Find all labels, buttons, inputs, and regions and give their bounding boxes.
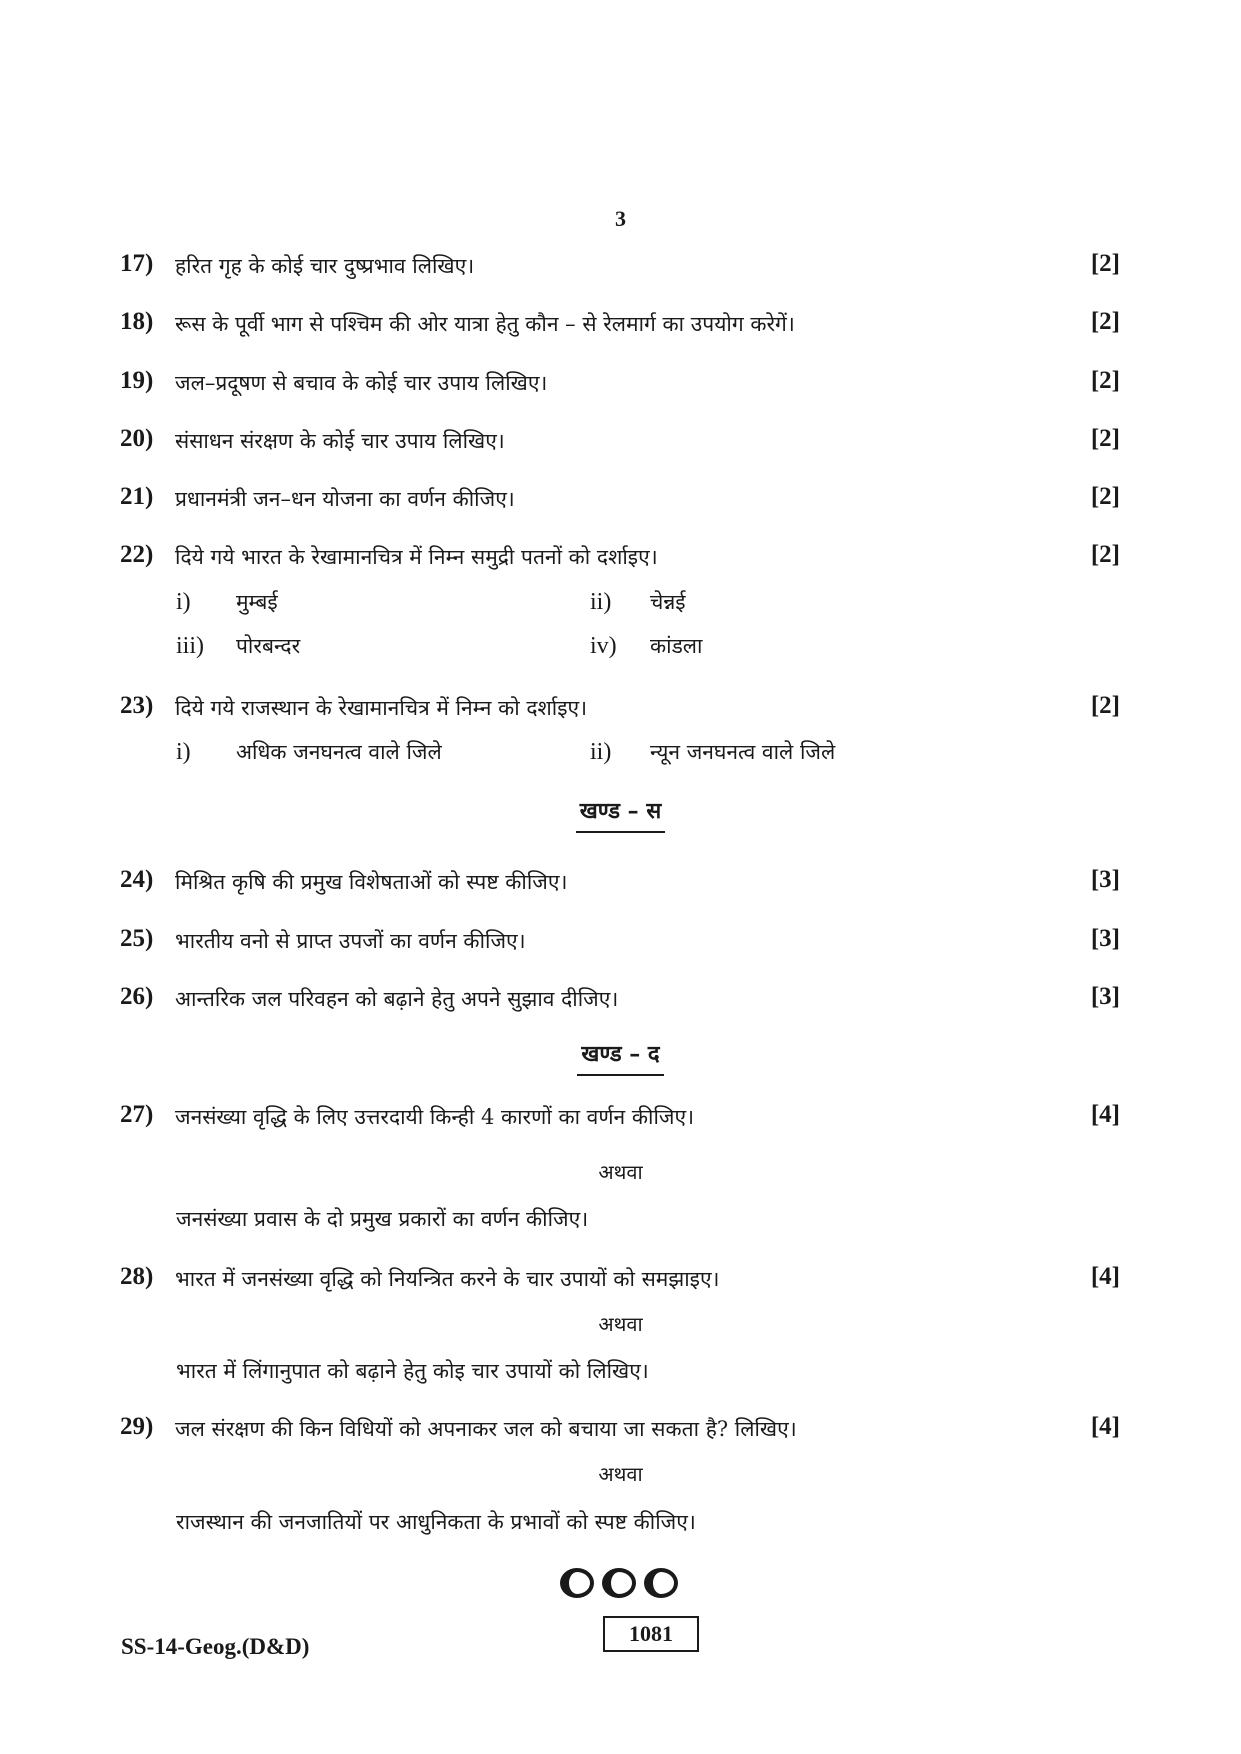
option-text: कांडला [650, 634, 703, 658]
question-number: 22) [120, 541, 154, 568]
option-roman: ii) [590, 739, 612, 765]
question-29 [120, 1413, 1120, 1453]
booklet-number-box: 1081 [603, 1616, 699, 1652]
question-marks: [2] [1090, 367, 1120, 394]
question-19 [120, 367, 1120, 407]
option-text: अधिक जनघनत्व वाले जिले [236, 740, 442, 764]
question-number: 23) [120, 692, 154, 719]
question-text: दिये गये भारत के रेखामानचित्र में निम्न समुद्री पतनों को दर्शाइए। [175, 545, 658, 569]
question-marks: [3] [1090, 983, 1120, 1010]
question-23 [120, 692, 1120, 732]
question-20 [120, 425, 1120, 465]
question-22 [120, 541, 1120, 581]
circle-icon [602, 1568, 636, 1598]
question-number: 29) [120, 1413, 154, 1440]
question-text: मिश्रित कृषि की प्रमुख विशेषताओं को स्पष्ट कीजिए। [175, 870, 568, 894]
alternate-question: भारत में लिंगानुपात को बढ़ाने हेतु कोइ चार उपायों को लिखिए। [176, 1359, 649, 1383]
question-text: प्रधानमंत्री जन–धन योजना का वर्णन कीजिए। [175, 487, 515, 511]
question-text: जल संरक्षण की किन विधियों को अपनाकर जल को बचाया जा सकता है? लिखिए। [175, 1417, 797, 1441]
question-marks: [4] [1090, 1263, 1120, 1290]
question-18 [120, 308, 1120, 348]
section-heading-d [0, 1038, 1241, 1076]
question-text: आन्तरिक जल परिवहन को बढ़ाने हेतु अपने सुझाव दीजिए। [175, 987, 619, 1011]
alternate-question: जनसंख्या प्रवास के दो प्रमुख प्रकारों का वर्णन कीजिए। [176, 1207, 589, 1231]
question-number: 24) [120, 866, 154, 893]
end-of-paper-circles [560, 1568, 690, 1604]
circle-icon [560, 1568, 594, 1598]
question-number: 18) [120, 308, 154, 335]
option-item [590, 632, 702, 660]
option-text: पोरबन्दर [236, 634, 301, 658]
question-text: भारत में जनसंख्या वृद्धि को नियन्त्रित करने के चार उपायों को समझाइए। [175, 1267, 720, 1291]
or-label: अथवा [598, 1462, 643, 1486]
question-number: 27) [120, 1101, 154, 1128]
question-marks: [2] [1090, 541, 1120, 568]
question-marks: [2] [1090, 483, 1120, 510]
question-marks: [2] [1090, 425, 1120, 452]
question-text: रूस के पूर्वी भाग से पश्चिम की ओर यात्रा हेतु कौन – से रेलमार्ग का उपयोग करेगें। [175, 312, 795, 336]
option-text: चेन्नई [650, 590, 686, 614]
page-number: 3 [615, 206, 626, 231]
question-28 [120, 1263, 1120, 1303]
or-label: अथवा [598, 1160, 643, 1184]
option-text: मुम्बई [236, 590, 278, 614]
option-roman: iv) [590, 633, 617, 659]
option-item [176, 588, 278, 616]
question-marks: [2] [1090, 692, 1120, 719]
option-roman: i) [176, 589, 191, 615]
question-number: 17) [120, 250, 154, 277]
question-text: भारतीय वनो से प्राप्त उपजों का वर्णन कीजिए। [175, 929, 526, 953]
section-title: खण्ड – स [576, 795, 665, 833]
question-marks: [2] [1090, 250, 1120, 277]
option-roman: iii) [176, 633, 204, 659]
or-label: अथवा [598, 1312, 643, 1336]
section-title: खण्ड – द [577, 1038, 663, 1076]
question-number: 21) [120, 483, 154, 510]
option-item [590, 588, 686, 616]
question-marks: [3] [1090, 866, 1120, 893]
question-marks: [2] [1090, 308, 1120, 335]
question-25 [120, 925, 1120, 965]
question-number: 19) [120, 367, 154, 394]
question-21 [120, 483, 1120, 523]
option-text: न्यून जनघनत्व वाले जिले [650, 740, 836, 764]
question-text: संसाधन संरक्षण के कोई चार उपाय लिखिए। [175, 429, 505, 453]
question-26 [120, 983, 1120, 1023]
option-item [176, 738, 442, 766]
question-marks: [4] [1090, 1413, 1120, 1440]
circle-icon [644, 1568, 678, 1598]
option-item [590, 738, 835, 766]
question-text: जल–प्रदूषण से बचाव के कोई चार उपाय लिखिए। [175, 371, 548, 395]
question-text: दिये गये राजस्थान के रेखामानचित्र में निम्न को दर्शाइए। [175, 696, 588, 720]
question-number: 25) [120, 925, 154, 952]
alternate-question: राजस्थान की जनजातियों पर आधुनिकता के प्रभावों को स्पष्ट कीजिए। [176, 1510, 696, 1534]
option-item [176, 632, 300, 660]
paper-code: SS-14-Geog.(D&D) [121, 1634, 310, 1659]
option-roman: ii) [590, 589, 612, 615]
question-17 [120, 250, 1120, 290]
question-number: 28) [120, 1263, 154, 1290]
question-number: 20) [120, 425, 154, 452]
question-27 [120, 1101, 1120, 1141]
question-24 [120, 866, 1120, 906]
question-number: 26) [120, 983, 154, 1010]
question-marks: [4] [1090, 1101, 1120, 1128]
option-roman: i) [176, 739, 191, 765]
question-text: जनसंख्या वृद्धि के लिए उत्तरदायी किन्ही 4 कारणों का वर्णन कीजिए। [175, 1105, 695, 1129]
question-text: हरित गृह के कोई चार दुष्प्रभाव लिखिए। [175, 254, 475, 278]
question-marks: [3] [1090, 925, 1120, 952]
section-heading-c [0, 795, 1241, 833]
